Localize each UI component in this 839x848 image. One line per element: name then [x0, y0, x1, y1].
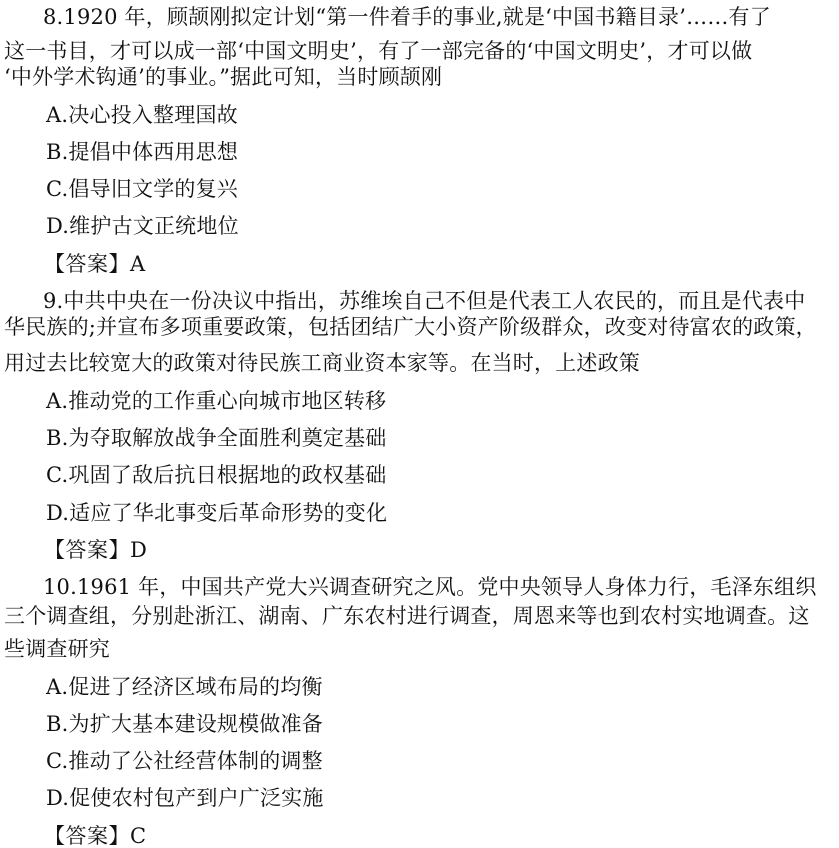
question-stem-line: 用过去比较宽大的政策对待民族工商业资本家等。在当时，上述政策 [4, 351, 640, 375]
option-a: A.促进了经济区域布局的均衡 [46, 675, 323, 699]
answer-row [44, 252, 145, 276]
question-stem-line: 8.1920 年，顾颉刚拟定计划“第一件着手的事业,就是‘中国书籍目录’……有了 [43, 5, 771, 29]
option-b: B.提倡中体西用思想 [46, 140, 239, 164]
answer-label: 【答案】 [44, 252, 130, 276]
option-a: A.推动党的工作重心向城市地区转移 [46, 389, 387, 413]
answer-value: C [130, 824, 147, 848]
answer-row [44, 824, 146, 848]
question-stem-line: 9.中共中央在一份决议中指出，苏维埃自己不但是代表工人农民的，而且是代表中 [43, 289, 806, 313]
question-stem-line: 华民族的;并宣布多项重要政策，包括团结广大小资产阶级群众，改变对待富农的政策， [4, 315, 817, 339]
answer-value: A [130, 252, 146, 276]
question-stem-line: ‘中外学术钩通’的事业。”据此可知，当时顾颉刚 [4, 65, 443, 89]
answer-label: 【答案】 [44, 824, 130, 848]
answer-row [44, 538, 147, 562]
option-d: D.促使农村包产到户广泛实施 [46, 786, 324, 810]
option-a: A.决心投入整理国故 [46, 103, 238, 127]
answer-value: D [130, 538, 148, 562]
option-d: D.适应了华北事变后革命形势的变化 [46, 501, 388, 525]
question-stem-line: 三个调查组，分别赴浙江、湖南、广东农村进行调查，周恩来等也到农村实地调查。这 [4, 604, 810, 628]
option-c: C.倡导旧文学的复兴 [46, 177, 238, 201]
option-b: B.为扩大基本建设规模做准备 [46, 712, 323, 736]
option-d: D.维护古文正统地位 [46, 214, 239, 238]
option-b: B.为夺取解放战争全面胜利奠定基础 [46, 426, 387, 450]
question-stem-line: 些调查研究 [4, 637, 110, 661]
option-c: C.推动了公社经营体制的调整 [46, 749, 323, 773]
answer-label: 【答案】 [44, 538, 130, 562]
question-stem-line: 这一书目，才可以成一部‘中国文明史’，有了一部完备的‘中国文明史’，才可以做 [4, 39, 753, 63]
option-c: C.巩固了敌后抗日根据地的政权基础 [46, 463, 387, 487]
question-stem-line: 10.1961 年，中国共产党大兴调查研究之风。党中央领导人身体力行，毛泽东组织 [43, 575, 817, 599]
